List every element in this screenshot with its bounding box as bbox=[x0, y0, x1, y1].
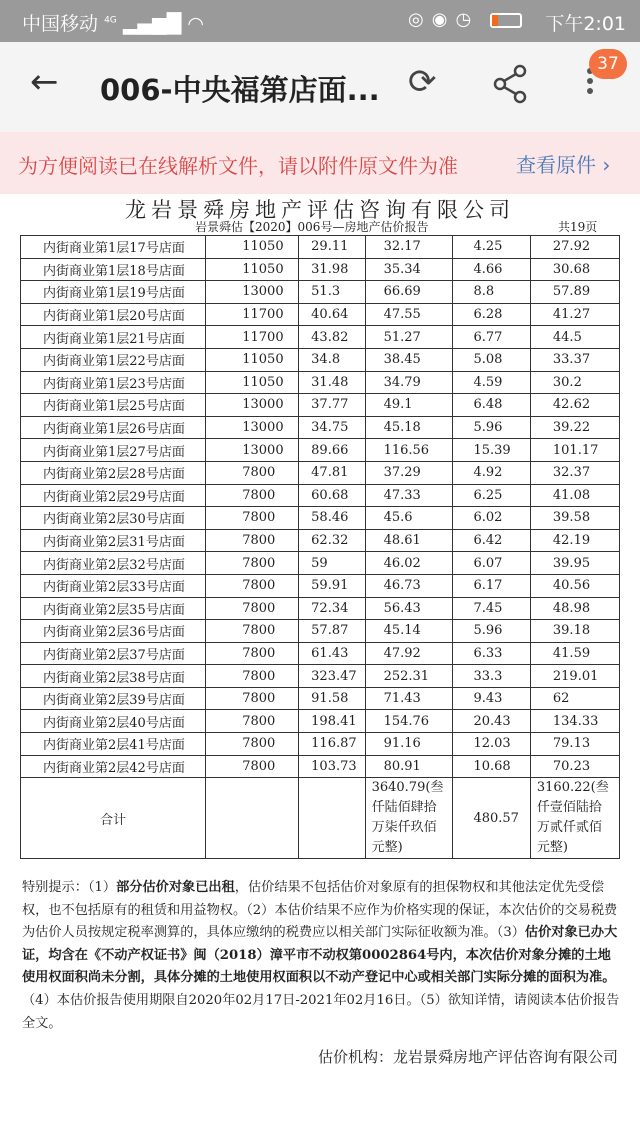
value-cell: 38.45 bbox=[365, 348, 453, 371]
value-cell: 7800 bbox=[206, 461, 299, 484]
value-cell: 134.33 bbox=[530, 710, 619, 733]
value-cell: 101.17 bbox=[530, 439, 619, 462]
table-row bbox=[21, 281, 620, 304]
value-cell: 33.37 bbox=[530, 348, 619, 371]
value-cell: 57.87 bbox=[299, 620, 365, 643]
shop-name-cell: 内街商业第1层20号店面 bbox=[21, 303, 206, 326]
value-cell: 7800 bbox=[206, 755, 299, 778]
value-cell: 323.47 bbox=[299, 665, 365, 688]
value-cell: 154.76 bbox=[365, 710, 453, 733]
report-number: 岩景舜估【2020】006号—房地产估价报告 bbox=[195, 220, 429, 234]
notification-badge: 37 bbox=[589, 49, 627, 79]
wifi-icon: ◠ bbox=[187, 13, 204, 35]
value-cell: 56.43 bbox=[365, 597, 453, 620]
notice-bold: 估价对象已办大证，均含在《不动产权证书》闽（2018）漳平市不动权第0002864号内，本次估价对象分摊的土地使用权面积尚未分割，具体分摊的土地使用权面积以不动产登记中心或相关部门实际分摊的面积为准。 bbox=[22, 925, 618, 986]
value-cell: 58.46 bbox=[299, 507, 365, 530]
table-row bbox=[21, 258, 620, 281]
battery-icon bbox=[490, 13, 522, 28]
value-cell: 45.18 bbox=[365, 416, 453, 439]
value-cell: 39.58 bbox=[530, 507, 619, 530]
value-cell: 29.11 bbox=[299, 236, 365, 259]
shop-name-cell: 内街商业第2层41号店面 bbox=[21, 733, 206, 756]
table-row bbox=[21, 597, 620, 620]
value-cell: 40.56 bbox=[530, 574, 619, 597]
value-cell: 7800 bbox=[206, 574, 299, 597]
value-cell: 79.13 bbox=[530, 733, 619, 756]
shop-name-cell: 内街商业第2层42号店面 bbox=[21, 755, 206, 778]
view-original-label: 查看原件 bbox=[516, 153, 596, 177]
value-cell: 11700 bbox=[206, 326, 299, 349]
value-cell: 7800 bbox=[206, 552, 299, 575]
value-cell: 5.08 bbox=[453, 348, 530, 371]
value-cell: 60.68 bbox=[299, 484, 365, 507]
eye-icon: ◉ bbox=[431, 9, 456, 30]
value-cell: 7800 bbox=[206, 687, 299, 710]
value-cell: 57.89 bbox=[530, 281, 619, 304]
status-bar bbox=[0, 0, 640, 42]
value-cell: 48.98 bbox=[530, 597, 619, 620]
carrier-label bbox=[22, 9, 204, 36]
value-cell: 13000 bbox=[206, 439, 299, 462]
value-cell: 7800 bbox=[206, 642, 299, 665]
value-cell: 59 bbox=[299, 552, 365, 575]
table-row bbox=[21, 687, 620, 710]
shop-name-cell: 内街商业第2层35号店面 bbox=[21, 597, 206, 620]
table-row bbox=[21, 529, 620, 552]
value-cell: 20.43 bbox=[453, 710, 530, 733]
value-cell: 5.96 bbox=[453, 416, 530, 439]
value-cell: 11700 bbox=[206, 303, 299, 326]
shop-name-cell: 内街商业第2层36号店面 bbox=[21, 620, 206, 643]
clock: 下午2:01 bbox=[545, 13, 626, 35]
shop-name-cell: 内街商业第1层26号店面 bbox=[21, 416, 206, 439]
value-cell: 11050 bbox=[206, 371, 299, 394]
value-cell: 80.91 bbox=[365, 755, 453, 778]
carrier-name: 中国移动 bbox=[22, 13, 99, 35]
shop-name-cell: 内街商业第1层19号店面 bbox=[21, 281, 206, 304]
table-row bbox=[21, 665, 620, 688]
alarm-icon: ◷ bbox=[455, 9, 480, 30]
signature: 估价机构：龙岩景舜房地产评估咨询有限公司 bbox=[317, 1048, 618, 1066]
shop-name-cell: 内街商业第1层23号店面 bbox=[21, 371, 206, 394]
value-cell: 43.82 bbox=[299, 326, 365, 349]
page-title: 006-中央福第店面... bbox=[100, 73, 380, 107]
total-cell-empty bbox=[206, 778, 299, 859]
shop-name-cell: 内街商业第2层28号店面 bbox=[21, 461, 206, 484]
table-row bbox=[21, 303, 620, 326]
share-icon[interactable] bbox=[492, 64, 528, 108]
chevron-right-icon: › bbox=[602, 153, 611, 177]
shop-name-cell: 内街商业第2层40号店面 bbox=[21, 710, 206, 733]
value-cell: 37.77 bbox=[299, 394, 365, 417]
app-toolbar bbox=[0, 42, 640, 132]
shop-name-cell: 内街商业第1层22号店面 bbox=[21, 348, 206, 371]
notice-text: 特别提示：（1） bbox=[22, 880, 117, 895]
notice-text: ，估价结果不包括估价对象原有的担保物权和其他法定优先受偿权，也不包括原有的租赁和用益物权。（2）本估价结果不应作为价格实现的保证，本次估价的交易税费为估价人员按规定税率测算的，具体应缴纳的税费应以相关部门实际征收额为准。（3） bbox=[22, 880, 618, 941]
value-cell: 51.3 bbox=[299, 281, 365, 304]
value-cell: 8.8 bbox=[453, 281, 530, 304]
value-cell: 116.87 bbox=[299, 733, 365, 756]
total-cell-empty bbox=[299, 778, 365, 859]
value-cell: 6.25 bbox=[453, 484, 530, 507]
notice-banner bbox=[0, 132, 640, 194]
table-row bbox=[21, 394, 620, 417]
shop-name-cell: 内街商业第2层39号店面 bbox=[21, 687, 206, 710]
value-cell: 47.33 bbox=[365, 484, 453, 507]
table-row bbox=[21, 326, 620, 349]
value-cell: 6.48 bbox=[453, 394, 530, 417]
value-cell: 31.98 bbox=[299, 258, 365, 281]
value-cell: 7800 bbox=[206, 507, 299, 530]
table-row bbox=[21, 236, 620, 259]
value-cell: 34.8 bbox=[299, 348, 365, 371]
status-icons bbox=[408, 9, 479, 30]
value-cell: 15.39 bbox=[453, 439, 530, 462]
shop-name-cell: 内街商业第2层37号店面 bbox=[21, 642, 206, 665]
value-cell: 30.68 bbox=[530, 258, 619, 281]
value-cell: 27.92 bbox=[530, 236, 619, 259]
signal-icon: ▂▄▆█ bbox=[122, 13, 182, 35]
notice-text: （4）本估价报告使用期限自2020年02月17日-2021年02月16日。（5）欲知详情，请阅读本估价报告全文。 bbox=[22, 992, 620, 1031]
table-row bbox=[21, 371, 620, 394]
value-cell: 6.77 bbox=[453, 326, 530, 349]
shop-name-cell: 内街商业第2层32号店面 bbox=[21, 552, 206, 575]
battery-level bbox=[492, 15, 498, 26]
value-cell: 198.41 bbox=[299, 710, 365, 733]
value-cell: 34.75 bbox=[299, 416, 365, 439]
table-row bbox=[21, 642, 620, 665]
value-cell: 47.81 bbox=[299, 461, 365, 484]
value-cell: 7.45 bbox=[453, 597, 530, 620]
mute-icon: ◎ bbox=[408, 9, 432, 30]
value-cell: 66.69 bbox=[365, 281, 453, 304]
value-cell: 59.91 bbox=[299, 574, 365, 597]
value-cell: 45.6 bbox=[365, 507, 453, 530]
value-cell: 35.34 bbox=[365, 258, 453, 281]
value-cell: 45.14 bbox=[365, 620, 453, 643]
value-cell: 7800 bbox=[206, 733, 299, 756]
value-cell: 4.59 bbox=[453, 371, 530, 394]
table-row bbox=[21, 484, 620, 507]
value-cell: 6.17 bbox=[453, 574, 530, 597]
value-cell: 89.66 bbox=[299, 439, 365, 462]
value-cell: 4.25 bbox=[453, 236, 530, 259]
value-cell: 51.27 bbox=[365, 326, 453, 349]
value-cell: 34.79 bbox=[365, 371, 453, 394]
value-cell: 40.64 bbox=[299, 303, 365, 326]
table-row bbox=[21, 507, 620, 530]
total-tax: 480.57 bbox=[453, 778, 530, 859]
shop-name-cell: 内街商业第2层31号店面 bbox=[21, 529, 206, 552]
value-cell: 11050 bbox=[206, 258, 299, 281]
shop-name-cell: 内街商业第1层27号店面 bbox=[21, 439, 206, 462]
value-cell: 10.68 bbox=[453, 755, 530, 778]
value-cell: 9.43 bbox=[453, 687, 530, 710]
table-row bbox=[21, 461, 620, 484]
table-row bbox=[21, 733, 620, 756]
value-cell: 4.92 bbox=[453, 461, 530, 484]
total-net: 3160.22(叁仟壹佰陆拾万贰仟贰佰元整) bbox=[530, 778, 619, 859]
document-view bbox=[0, 194, 640, 1138]
value-cell: 91.58 bbox=[299, 687, 365, 710]
value-cell: 32.37 bbox=[530, 461, 619, 484]
value-cell: 13000 bbox=[206, 394, 299, 417]
value-cell: 4.66 bbox=[453, 258, 530, 281]
value-cell: 11050 bbox=[206, 348, 299, 371]
shop-name-cell: 内街商业第2层30号店面 bbox=[21, 507, 206, 530]
value-cell: 48.61 bbox=[365, 529, 453, 552]
value-cell: 6.02 bbox=[453, 507, 530, 530]
shop-name-cell: 内街商业第1层25号店面 bbox=[21, 394, 206, 417]
value-cell: 33.3 bbox=[453, 665, 530, 688]
value-cell: 47.92 bbox=[365, 642, 453, 665]
notice-bold: 部分估价对象已出租 bbox=[116, 880, 235, 895]
value-cell: 30.2 bbox=[530, 371, 619, 394]
value-cell: 11050 bbox=[206, 236, 299, 259]
value-cell: 13000 bbox=[206, 281, 299, 304]
value-cell: 5.96 bbox=[453, 620, 530, 643]
value-cell: 71.43 bbox=[365, 687, 453, 710]
view-original-link[interactable] bbox=[516, 149, 610, 178]
table-row bbox=[21, 755, 620, 778]
valuation-table bbox=[20, 235, 620, 859]
value-cell: 61.43 bbox=[299, 642, 365, 665]
value-cell: 7800 bbox=[206, 665, 299, 688]
value-cell: 103.73 bbox=[299, 755, 365, 778]
value-cell: 44.5 bbox=[530, 326, 619, 349]
network-type: 4G bbox=[104, 15, 117, 26]
value-cell: 91.16 bbox=[365, 733, 453, 756]
value-cell: 6.33 bbox=[453, 642, 530, 665]
table-row bbox=[21, 620, 620, 643]
value-cell: 46.73 bbox=[365, 574, 453, 597]
value-cell: 62.32 bbox=[299, 529, 365, 552]
shop-name-cell: 内街商业第2层38号店面 bbox=[21, 665, 206, 688]
value-cell: 62 bbox=[530, 687, 619, 710]
value-cell: 6.07 bbox=[453, 552, 530, 575]
shop-name-cell: 内街商业第1层18号店面 bbox=[21, 258, 206, 281]
company-heading: 龙岩景舜房地产评估咨询有限公司 bbox=[125, 198, 515, 222]
value-cell: 6.28 bbox=[453, 303, 530, 326]
value-cell: 41.59 bbox=[530, 642, 619, 665]
special-notice bbox=[22, 877, 622, 1035]
table-row bbox=[21, 574, 620, 597]
value-cell: 39.22 bbox=[530, 416, 619, 439]
value-cell: 72.34 bbox=[299, 597, 365, 620]
value-cell: 7800 bbox=[206, 597, 299, 620]
value-cell: 7800 bbox=[206, 484, 299, 507]
table-row bbox=[21, 552, 620, 575]
value-cell: 42.62 bbox=[530, 394, 619, 417]
table-row bbox=[21, 439, 620, 462]
value-cell: 39.95 bbox=[530, 552, 619, 575]
value-cell: 13000 bbox=[206, 416, 299, 439]
total-label: 合计 bbox=[21, 778, 206, 859]
value-cell: 7800 bbox=[206, 529, 299, 552]
value-cell: 7800 bbox=[206, 710, 299, 733]
value-cell: 31.48 bbox=[299, 371, 365, 394]
shop-name-cell: 内街商业第1层17号店面 bbox=[21, 236, 206, 259]
shop-name-cell: 内街商业第2层29号店面 bbox=[21, 484, 206, 507]
value-cell: 41.08 bbox=[530, 484, 619, 507]
value-cell: 32.17 bbox=[365, 236, 453, 259]
value-cell: 42.19 bbox=[530, 529, 619, 552]
value-cell: 70.23 bbox=[530, 755, 619, 778]
value-cell: 219.01 bbox=[530, 665, 619, 688]
table-row bbox=[21, 416, 620, 439]
value-cell: 252.31 bbox=[365, 665, 453, 688]
value-cell: 12.03 bbox=[453, 733, 530, 756]
value-cell: 47.55 bbox=[365, 303, 453, 326]
total-row bbox=[21, 778, 620, 859]
page-count: 共19页 bbox=[558, 220, 598, 234]
table-row bbox=[21, 348, 620, 371]
value-cell: 39.18 bbox=[530, 620, 619, 643]
total-value: 3640.79(叁仟陆佰肆拾万柒仟玖佰元整) bbox=[365, 778, 453, 859]
value-cell: 6.42 bbox=[453, 529, 530, 552]
shop-name-cell: 内街商业第1层21号店面 bbox=[21, 326, 206, 349]
value-cell: 116.56 bbox=[365, 439, 453, 462]
table-row bbox=[21, 710, 620, 733]
banner-text: 为方便阅读已在线解析文件，请以附件原文件为准 bbox=[18, 154, 458, 178]
shop-name-cell: 内街商业第2层33号店面 bbox=[21, 574, 206, 597]
value-cell: 7800 bbox=[206, 620, 299, 643]
value-cell: 49.1 bbox=[365, 394, 453, 417]
arrow-left-icon[interactable]: ← bbox=[30, 62, 59, 102]
refresh-icon[interactable]: ⟳ bbox=[408, 62, 437, 102]
value-cell: 46.02 bbox=[365, 552, 453, 575]
value-cell: 41.27 bbox=[530, 303, 619, 326]
value-cell: 37.29 bbox=[365, 461, 453, 484]
